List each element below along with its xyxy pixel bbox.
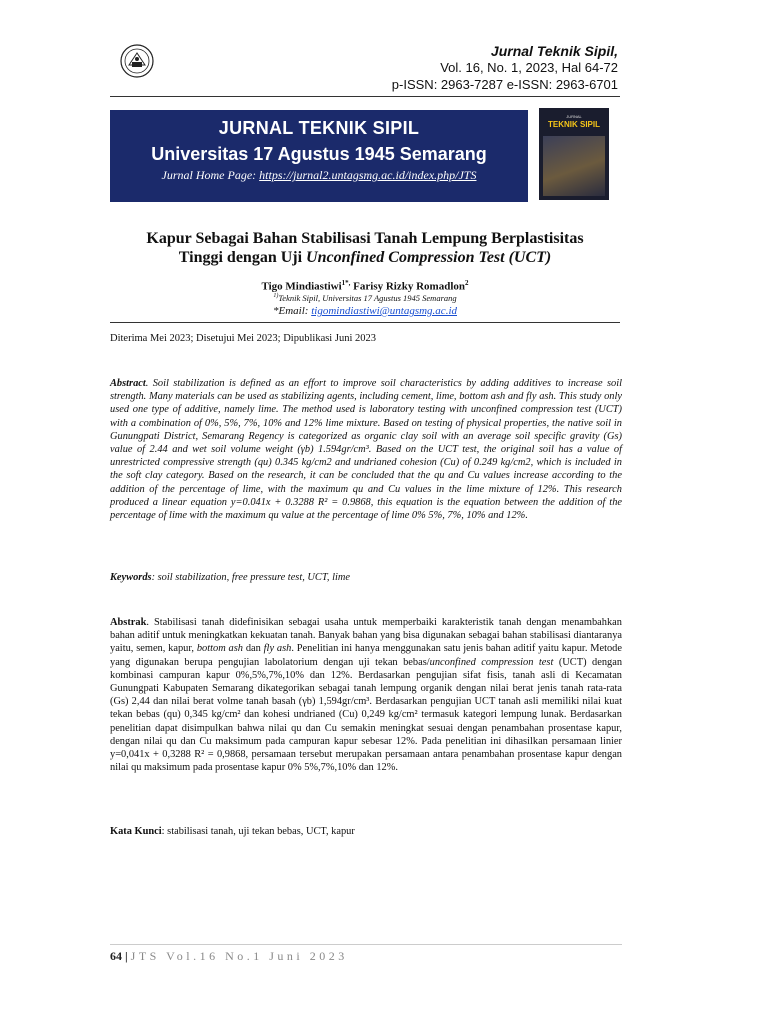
abstrak-italic-3: unconfined compression test [429, 656, 554, 668]
title-line1: Kapur Sebagai Bahan Stabilisasi Tanah Lempung Berplastisitas [146, 230, 584, 247]
journal-cover-thumbnail [539, 108, 609, 200]
journal-banner [110, 110, 528, 202]
abstrak-italic-2: fly ash [263, 643, 292, 655]
title-divider [110, 322, 620, 323]
kata-kunci-text: : stabilisasi tanah, uji tekan bebas, UCT, kapur [161, 826, 355, 837]
banner-title: JURNAL TEKNIK SIPIL [218, 118, 420, 138]
affiliation-text: Teknik Sipil, Universitas 17 Agustus 1945 Semarang [278, 293, 457, 303]
journal-volume: Vol. 16, No. 1, 2023, Hal 64-72 [440, 60, 618, 75]
header-divider [110, 96, 620, 97]
abstrak-text-3: (UCT) dengan kombinasi campuran kapur 0%,5%,7%,10% dan 12%. Berdasarkan pengujian sifat fisis, tanah asli di Kecamatan Gunungpati Kabupaten Semarang dikategorikan sebagai tanah lempung organik dengan nilai berat jenis tanah rata-rata (Gs) 2,44 dan nilai berat volme tanah basah (γb) 1,594gr/cm³. Berdasarkan pengujian UCT tanah asli memiliki nilai kuat tekan bebas (qu) 0,345 kg/cm² dan kohesi undrianed (Cu) 0,249 kg/cm² termasuk kategori lempung lunak. Berdasarkan penelitian dapat disimpulkan bahwa nilai qu dan Cu semakin meningkat sesuai dengan penambahan prosentase kapur, dengan nilai qu dan Cu maksimum pada campuran kapur sebesar 12%. Pada penelitian ini dihasilkan persamaan linier y=0,041x + 0,3288 R² = 0,9868, persamaan tersebut merupakan persamaan antara penambahan prosentase kapur dengan nilai qu maksimum pada prosentase kapur 0% 5%,7%,10% dan 12%. [110, 656, 623, 774]
author-1-sup: 1*, [341, 279, 351, 287]
author-1: Tigo Mindiastiwi [261, 280, 342, 293]
cover-small-text: JURNAL [566, 114, 582, 119]
abstrak-text-1: . Stabilisasi tanah didefinisikan sebagai usaha untuk memperbaiki karakteristik tanah dengan menambahkan bahan aditif untuk meningkatkan kekuatan tanah. Banyak bahan yang bisa digunakan sebagai bahan stabilisasi diantaranya yaitu, semen, kapur, [110, 617, 622, 655]
abstract-text: . Soil stabilization is defined as an effort to improve soil characteristics by adding additives to increase soil strength. Many materials can be used as stabilizing agents, including cement, lime, bottom ash and fly ash. This study only used one type of additive, namely lime. The method used is laboratory testing with unconfined compression test (UCT) with a combination of 0%, 5%, 7%, 10% and 12% lime mixture. Based on testing of physical properties, the native soil in Gunungpati District, Semarang Regency is categorized as organic clay soil with an average soil specific gravity (Gs) value of 2.44 and wet soil volume weight (γb) 1.594gr/cm³. Based on the UCT test, the original soil has a value of unrestricted compressive strength (qu) 0.345 kg/cm2 and undrianed cohesion (Cu) of 0.249 kg/cm2, which is included in the soft clay category. Based on the research, it can be concluded that the qu and Cu values increase according to the addition of the percentage of lime, with the maximum qu and Cu values in the lime mixture of 12%. This research produced a linear equation y=0.041x + 0.3288 R² = 0.9868, this equation is the equation between the addition of the percentage of lime with the maximum qu value at the percentage of lime 0% 5%, 7%, 10% and 12%. [110, 378, 622, 522]
abstrak-text-mid: dan [243, 643, 264, 655]
banner-university: Universitas 17 Agustus 1945 Semarang [151, 144, 487, 164]
abstrak-label: Abstrak [110, 617, 147, 628]
keywords-english [110, 572, 350, 583]
title-line2-italic: Unconfined Compression Test (UCT) [306, 249, 552, 266]
homepage-label: Jurnal Home Page: [161, 168, 260, 182]
journal-issn: p-ISSN: 2963-7287 e-ISSN: 2963-6701 [391, 77, 618, 92]
author-2-sup: 2 [465, 279, 469, 287]
journal-name: Jurnal Teknik Sipil, [490, 43, 618, 59]
page-footer [110, 949, 348, 964]
banner-homepage [110, 168, 528, 183]
email-line [112, 305, 618, 317]
authors [112, 279, 618, 293]
publication-dates: Diterima Mei 2023; Disetujui Mei 2023; Dipublikasi Juni 2023 [110, 333, 376, 344]
page-number: 64 [110, 949, 122, 963]
abstract-indonesian [110, 616, 622, 774]
kata-kunci-label: Kata Kunci [110, 826, 162, 837]
author-2: Farisy Rizky Romadlon [350, 280, 466, 293]
homepage-link[interactable]: https://jurnal2.untagsmg.ac.id/index.php/JTS [259, 168, 477, 182]
university-seal-logo [120, 44, 154, 78]
title-line2: Tinggi dengan Uji [178, 249, 307, 266]
keywords-label: Keywords [110, 572, 152, 583]
article-title [112, 229, 618, 267]
abstrak-italic-1: bottom ash [196, 643, 243, 655]
email-label: *Email: [273, 305, 312, 317]
footer-text: JTS Vol.16 No.1 Juni 2023 [130, 949, 348, 963]
abstract-label: Abstract [110, 378, 146, 389]
abstract-english [110, 377, 622, 522]
affiliation-sup: 1) [273, 293, 279, 300]
footer-divider [110, 944, 622, 945]
email-link[interactable]: tigomindiastiwi@untagsmg.ac.id [311, 305, 457, 317]
cover-title: TEKNIK SIPIL [547, 120, 600, 129]
kata-kunci [110, 826, 355, 837]
cover-image [543, 136, 605, 196]
affiliation [112, 293, 618, 303]
abstrak-text-2: . Penelitian ini hanya menggunakan satu jenis bahan aditif yaitu kapur. Metode yang digunakan berupa pengujian labolatorium dengan uji tekan bebas/ [110, 643, 622, 668]
footer-separator: | [122, 949, 131, 963]
keywords-text: : soil stabilization, free pressure test, UCT, lime [151, 572, 350, 583]
